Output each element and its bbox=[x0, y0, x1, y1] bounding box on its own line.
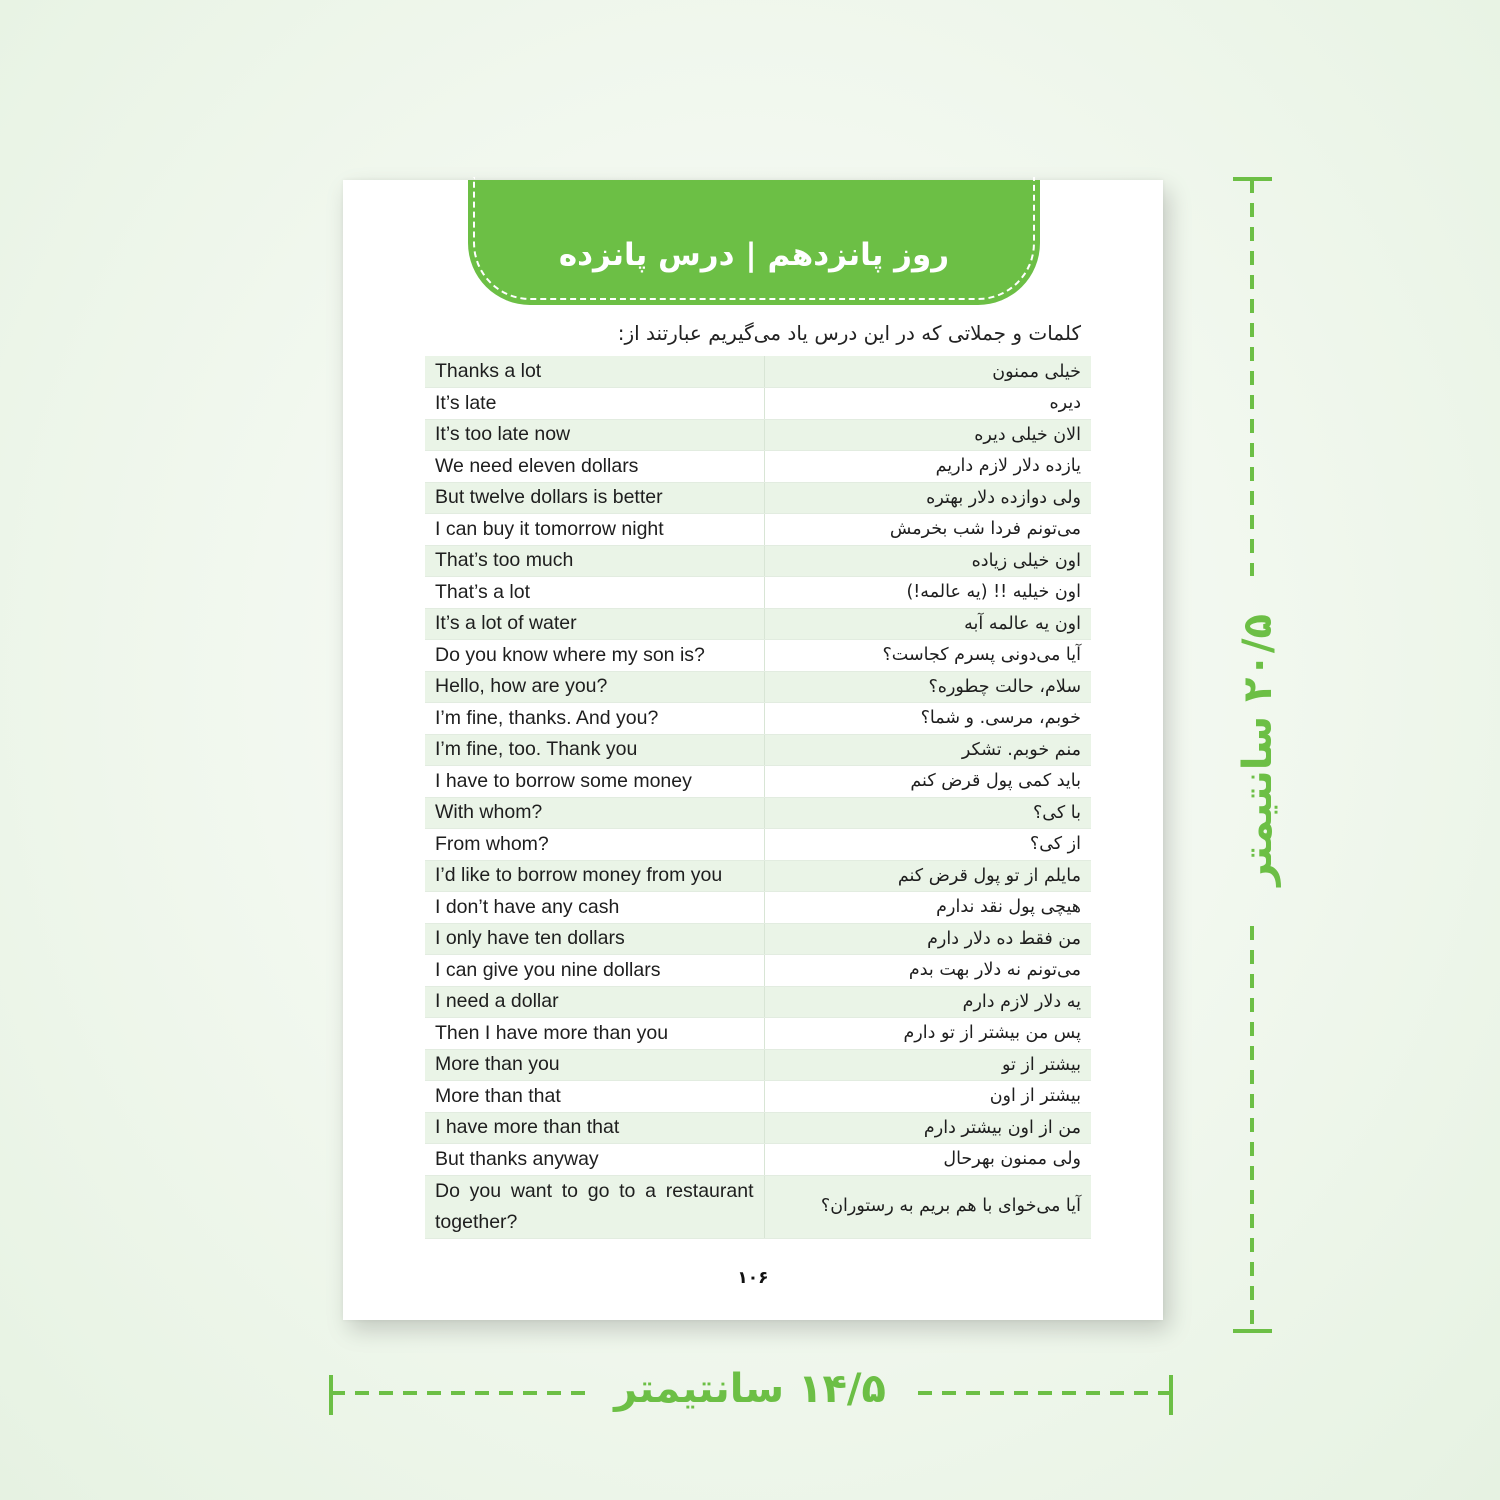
table-row bbox=[425, 514, 1091, 546]
book-page bbox=[343, 180, 1163, 1320]
english-phrase: It’s late bbox=[425, 388, 764, 420]
persian-translation: بیشتر از تو bbox=[764, 1049, 1091, 1081]
persian-translation: آیا می‌خوای با هم بریم به رستوران؟ bbox=[764, 1175, 1091, 1238]
table-row bbox=[425, 829, 1091, 861]
persian-translation: اون خیلی زیاده bbox=[764, 545, 1091, 577]
persian-translation: می‌تونم فردا شب بخرمش bbox=[764, 514, 1091, 546]
english-phrase: I don’t have any cash bbox=[425, 892, 764, 924]
english-phrase: It’s too late now bbox=[425, 419, 764, 451]
table-row bbox=[425, 1049, 1091, 1081]
persian-translation: من از اون بیشتر دارم bbox=[764, 1112, 1091, 1144]
english-phrase: More than that bbox=[425, 1081, 764, 1113]
english-phrase: But twelve dollars is better bbox=[425, 482, 764, 514]
table-row bbox=[425, 545, 1091, 577]
height-dimension-label: ۲۰/۵ سانتیمتر bbox=[1235, 614, 1281, 886]
table-row bbox=[425, 640, 1091, 672]
table-row bbox=[425, 860, 1091, 892]
english-phrase: I have more than that bbox=[425, 1112, 764, 1144]
persian-translation: از کی؟ bbox=[764, 829, 1091, 861]
height-dimension-label-wrap bbox=[1213, 590, 1303, 910]
english-phrase: Thanks a lot bbox=[425, 356, 764, 388]
width-dimension-label: ۱۴/۵ سانتیمتر bbox=[614, 1366, 886, 1412]
lesson-title: روز پانزدهم | درس پانزده bbox=[558, 237, 950, 273]
table-row bbox=[425, 356, 1091, 388]
persian-translation: پس من بیشتر از تو دارم bbox=[764, 1018, 1091, 1050]
persian-translation: اون خیلیه !! (یه عالمه!) bbox=[764, 577, 1091, 609]
english-phrase: That’s too much bbox=[425, 545, 764, 577]
english-phrase: From whom? bbox=[425, 829, 764, 861]
english-phrase: I’d like to borrow money from you bbox=[425, 860, 764, 892]
table-row bbox=[425, 703, 1091, 735]
lesson-header-tab bbox=[468, 180, 1040, 305]
english-phrase: I’m fine, too. Thank you bbox=[425, 734, 764, 766]
english-phrase: Do you know where my son is? bbox=[425, 640, 764, 672]
english-phrase: I can buy it tomorrow night bbox=[425, 514, 764, 546]
persian-translation: خیلی ممنون bbox=[764, 356, 1091, 388]
persian-translation: ولی دوازده دلار بهتره bbox=[764, 482, 1091, 514]
persian-translation: سلام، حالت چطوره؟ bbox=[764, 671, 1091, 703]
persian-translation: مایلم از تو پول قرض کنم bbox=[764, 860, 1091, 892]
table-row bbox=[425, 986, 1091, 1018]
english-phrase: Do you want to go to a restaurant together? bbox=[425, 1175, 764, 1238]
table-row bbox=[425, 388, 1091, 420]
english-phrase: I can give you nine dollars bbox=[425, 955, 764, 987]
english-phrase: I need a dollar bbox=[425, 986, 764, 1018]
english-phrase: We need eleven dollars bbox=[425, 451, 764, 483]
english-phrase: Hello, how are you? bbox=[425, 671, 764, 703]
table-row bbox=[425, 797, 1091, 829]
table-row bbox=[425, 1175, 1091, 1238]
table-row bbox=[425, 577, 1091, 609]
table-row bbox=[425, 671, 1091, 703]
persian-translation: بیشتر از اون bbox=[764, 1081, 1091, 1113]
persian-translation: آیا می‌دونی پسرم کجاست؟ bbox=[764, 640, 1091, 672]
persian-translation: من فقط ده دلار دارم bbox=[764, 923, 1091, 955]
persian-translation: هیچی پول نقد ندارم bbox=[764, 892, 1091, 924]
persian-translation: ولی ممنون بهرحال bbox=[764, 1144, 1091, 1176]
table-row bbox=[425, 892, 1091, 924]
persian-translation: اون یه عالمه آبه bbox=[764, 608, 1091, 640]
table-row bbox=[425, 1081, 1091, 1113]
table-row bbox=[425, 955, 1091, 987]
english-phrase: I only have ten dollars bbox=[425, 923, 764, 955]
table-row bbox=[425, 451, 1091, 483]
english-phrase: That’s a lot bbox=[425, 577, 764, 609]
table-row bbox=[425, 734, 1091, 766]
persian-translation: یازده دلار لازم داریم bbox=[764, 451, 1091, 483]
table-row bbox=[425, 1112, 1091, 1144]
english-phrase: It’s a lot of water bbox=[425, 608, 764, 640]
table-row bbox=[425, 1144, 1091, 1176]
persian-translation: یه دلار لازم دارم bbox=[764, 986, 1091, 1018]
english-phrase: But thanks anyway bbox=[425, 1144, 764, 1176]
persian-translation: دیره bbox=[764, 388, 1091, 420]
persian-translation: باید کمی پول قرض کنم bbox=[764, 766, 1091, 798]
persian-translation: الان خیلی دیره bbox=[764, 419, 1091, 451]
table-row bbox=[425, 482, 1091, 514]
intro-text: کلمات و جملاتی که در این درس یاد می‌گیریم عبارتند از: bbox=[617, 321, 1081, 345]
english-phrase: Then I have more than you bbox=[425, 1018, 764, 1050]
persian-translation: خوبم، مرسی. و شما؟ bbox=[764, 703, 1091, 735]
table-row bbox=[425, 1018, 1091, 1050]
page-number: ۱۰۶ bbox=[737, 1268, 769, 1288]
table-row bbox=[425, 923, 1091, 955]
vocabulary-table bbox=[425, 356, 1091, 1239]
persian-translation: با کی؟ bbox=[764, 797, 1091, 829]
english-phrase: I’m fine, thanks. And you? bbox=[425, 703, 764, 735]
english-phrase: I have to borrow some money bbox=[425, 766, 764, 798]
english-phrase: More than you bbox=[425, 1049, 764, 1081]
table-row bbox=[425, 419, 1091, 451]
persian-translation: می‌تونم نه دلار بهت بدم bbox=[764, 955, 1091, 987]
english-phrase: With whom? bbox=[425, 797, 764, 829]
persian-translation: منم خوبم. تشکر bbox=[764, 734, 1091, 766]
table-row bbox=[425, 608, 1091, 640]
table-row bbox=[425, 766, 1091, 798]
